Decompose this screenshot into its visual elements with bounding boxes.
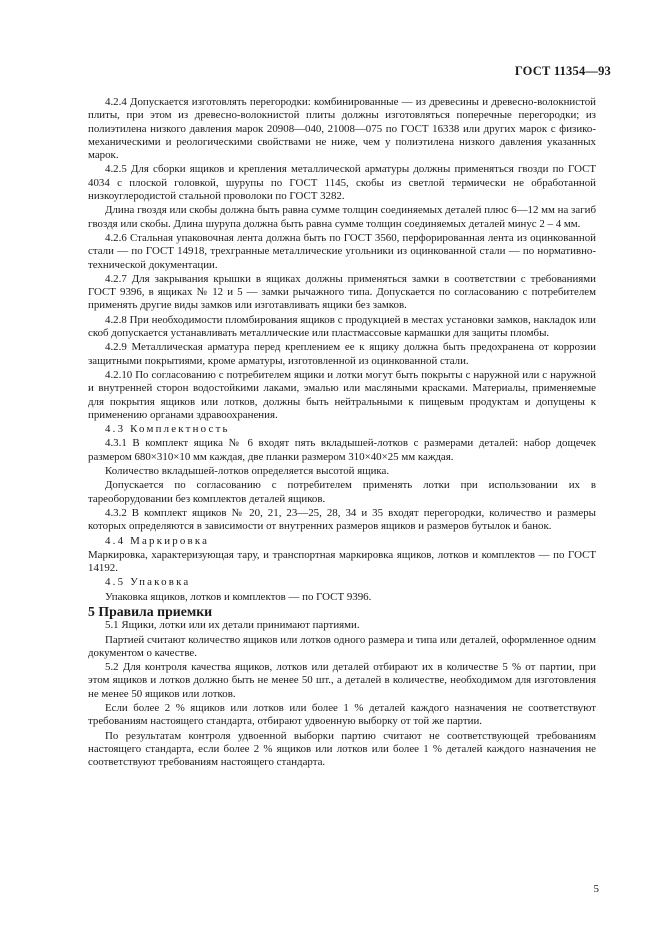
- subsection-title-komplektnost: 4.3 Комплектность: [105, 423, 230, 436]
- paragraph-4-2-7: 4.2.7 Для закрывания крышки в ящиках должны применяться замки в соответствии с требованиями ГОСТ 9396, в ящиках № 12 и 5 — замки рычажного типа. Допускается по согласованию с потребителем применять другие виды замков или изготавливать ящики без замков.: [88, 272, 596, 312]
- paragraph-4-2-4: 4.2.4 Допускается изготовлять перегородки: комбинированные — из древесины и древесно-волокнистой плиты, при этом из древесно-волокнистой плиты должны изготовляться поперечные перегородки; из полиэтилена низкого давления марок 20908—040, 21008—075 по ГОСТ 16338 или других марок с физико-механическими и реологическими свойствами не ниже, чем у полиэтилена низкого давления указанных марок.: [88, 96, 596, 162]
- subsection-title-upakovka: 4.5 Упаковка: [105, 576, 191, 589]
- paragraph-double-sample: Если более 2 % ящиков или лотков или более 1 % деталей каждого назначения не соответствуют требованиям настоящего стандарта, отбирают удвоенную выборку от той же партии.: [88, 702, 596, 728]
- page-number: 5: [593, 883, 599, 895]
- paragraph-markirovka: Маркировка, характеризующая тару, и транспортная маркировка ящиков, лотков и комплектов — по ГОСТ 14192.: [88, 548, 596, 575]
- paragraph-batch-definition: Партией считают количество ящиков или лотков одного размера и типа или деталей, оформленное одним документом о качестве.: [88, 633, 596, 659]
- paragraph-4-2-9: 4.2.9 Металлическая арматура перед креплением ее к ящику должна быть предохранена от коррозии защитными покрытиями, кроме арматуры, изготовленной из оцинкованной стали.: [88, 341, 596, 367]
- paragraph-4-2-8: 4.2.8 При необходимости пломбирования ящиков с продукцией в местах установки замков, накладок или скоб допускается устанавливать металлические или пластмассовые кармашки для защиты пломбы.: [88, 313, 596, 340]
- paragraph-4-2-5: 4.2.5 Для сборки ящиков и крепления металлической арматуры должны применяться гвозди по ГОСТ 4034 с плоской головкой, шурупы по ГОСТ 1145, скобы из светлой термически не обработанной низкоуглеродистой стальной проволоки по ГОСТ 3282.: [88, 163, 596, 203]
- paragraph-5-1: 5.1 Ящики, лотки или их детали принимают партиями.: [105, 619, 360, 632]
- subsection-title-markirovka: 4.4 Маркировка: [105, 534, 210, 547]
- paragraph-4-2-6: 4.2.6 Стальная упаковочная лента должна быть по ГОСТ 3560, перфорированная лента из оцинкованной стали — по ГОСТ 14918, трехгранные металлические угольники из оцинкованной стали — по нормативно-технической документации.: [88, 231, 596, 271]
- paragraph-trays-usage: Допускается по согласованию с потребителем применять лотки при использовании их в тареоборудовании без комплектов деталей ящиков.: [88, 479, 596, 505]
- document-header: ГОСТ 11354—93: [514, 64, 611, 78]
- paragraph-nail-length: Длина гвоздя или скобы должна быть равна сумме толщин соединяемых деталей плюс 6—12 мм на загиб гвоздя или скобы. Длина шурупа должна быть равна сумме толщин соединяемых деталей минус 2 – 4 мм.: [88, 204, 596, 230]
- paragraph-upakovka: Упаковка ящиков, лотков и комплектов — по ГОСТ 9396.: [105, 590, 372, 603]
- paragraph-double-sample-result: По результатам контроля удвоенной выборки партию считают не соответствующей требованиям настоящего стандарта, если более 2 % ящиков или лотков или более 1 % деталей каждого назначения не соответствуют требованиям настоящего стандарта.: [88, 729, 596, 769]
- paragraph-5-2: 5.2 Для контроля качества ящиков, лотков или деталей отбирают их в количестве 5 % от партии, при этом ящиков и лотков должно быть не менее 50 шт., а деталей в количестве, необходимом для изготовления не менее 50 ящиков или лотков.: [88, 661, 596, 700]
- paragraph-4-2-10: 4.2.10 По согласованию с потребителем ящики и лотки могут быть покрыты с наружной или с наружной и внутренней сторон водостойкими лаками, эмалью или масляными красками. Материалы, применяемые для покрытия ящиков или лотков, должны быть нейтральными к пищевым продуктам и допущены к применению органами здравоохранения.: [88, 368, 596, 421]
- paragraph-4-3-1: 4.3.1 В комплект ящика № 6 входят пять вкладышей-лотков с размерами деталей: набор дощечек размером 680×310×10 мм каждая, две планки размером 310×40×25 мм каждая.: [88, 437, 596, 463]
- paragraph-inserts-count: Количество вкладышей-лотков определяется высотой ящика.: [105, 465, 390, 478]
- document-body: [88, 96, 596, 771]
- section-title-5: 5 Правила приемки: [88, 603, 213, 619]
- paragraph-4-3-2: 4.3.2 В комплект ящиков № 20, 21, 23—25, 28, 34 и 35 входят перегородки, количество и размеры которых определяются в зависимости от внутренних размеров ящиков и размеров бутылок и банок.: [88, 506, 596, 533]
